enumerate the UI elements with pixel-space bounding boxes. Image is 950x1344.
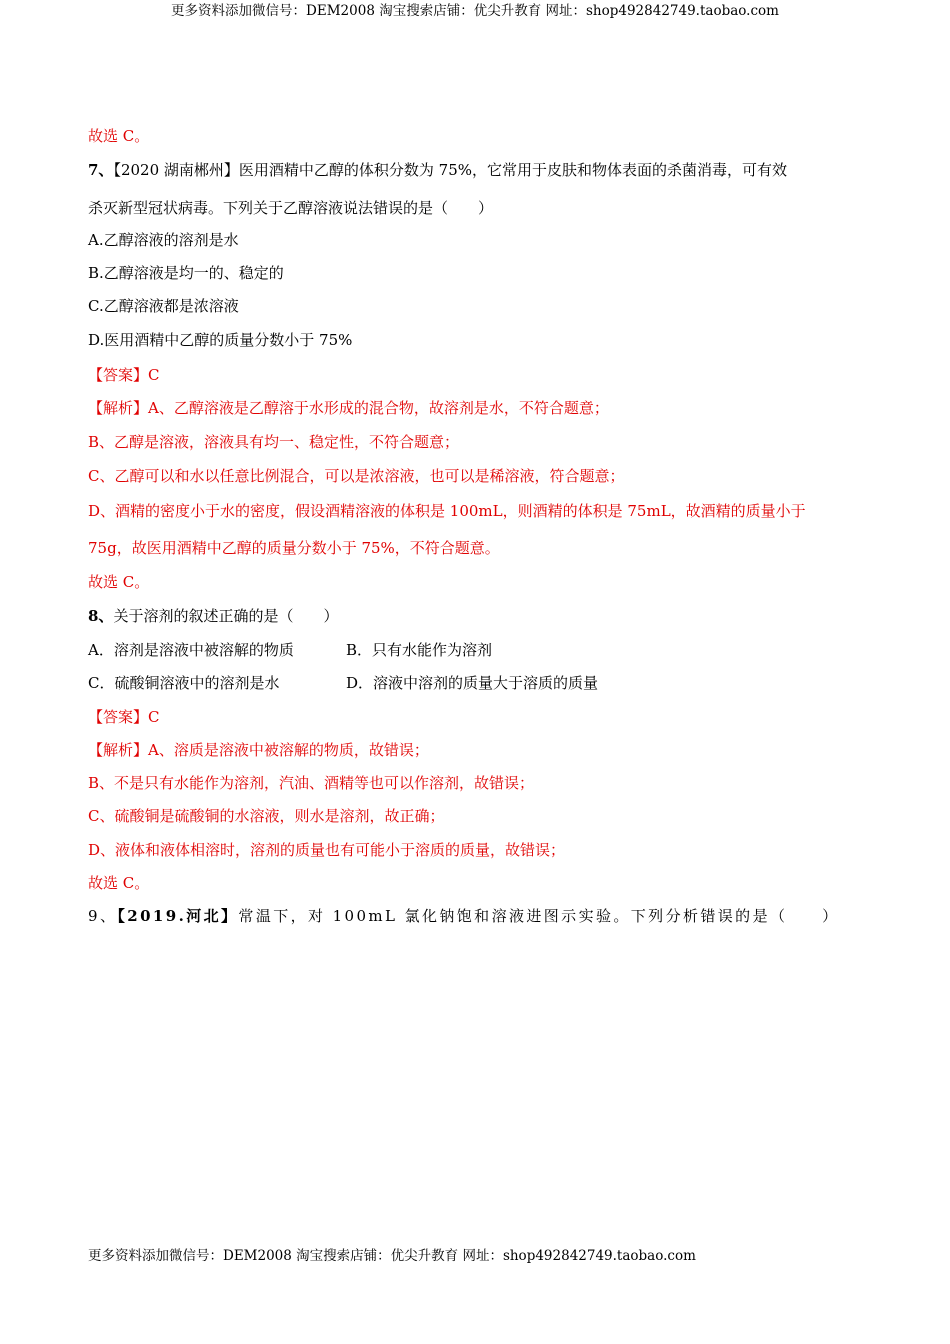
q9-number: 9、: [88, 907, 118, 925]
q7-analysis-b: B、乙醇是溶液，溶液具有均一、稳定性，不符合题意；: [88, 433, 460, 451]
q8-analysis-label: 【解析】: [88, 741, 149, 759]
page-header: 更多资料添加微信号：DEM2008 淘宝搜索店铺：优尖升教育 网址：shop492842749.taobao.com: [171, 3, 779, 19]
q7-analysis-text-a: A、乙醇溶液是乙醇溶于水形成的混合物，故溶剂是水，不符合题意；: [148, 399, 609, 417]
q8-analysis-d: D、液体和液体相溶时，溶剂的质量也有可能小于溶质的质量，故错误；: [88, 841, 566, 859]
q9-stem: [88, 906, 840, 926]
q8-stem-text: 关于溶剂的叙述正确的是（ ）: [113, 607, 339, 625]
q8-answer-label: 【答案】: [88, 708, 149, 726]
q8-stem: [88, 606, 338, 626]
q8-options-row1: [88, 640, 848, 660]
q8-answer: [88, 707, 160, 727]
q7-analysis-a: [88, 398, 609, 418]
q7-stem-line2: 杀灭新型冠状病毒。下列关于乙醇溶液说法错误的是（ ）: [88, 199, 494, 217]
q7-option-c: C.乙醇溶液都是浓溶液: [88, 297, 239, 315]
q8-analysis-b: B、不是只有水能作为溶剂，汽油、酒精等也可以作溶剂，故错误；: [88, 774, 535, 792]
q7-analysis-d1: D、酒精的密度小于水的密度，假设酒精溶液的体积是 100mL，则酒精的体积是 75mL，故酒精的质量小于: [88, 502, 806, 520]
q7-answer: [88, 365, 160, 385]
q9-source-tag: 【2019.河北】: [117, 907, 239, 925]
q7-option-b: B.乙醇溶液是均一的、稳定的: [88, 264, 284, 282]
q8-option-a: A．溶剂是溶液中被溶解的物质: [88, 641, 294, 659]
q7-option-a: A.乙醇溶液的溶剂是水: [88, 231, 239, 249]
q7-option-d: D.医用酒精中乙醇的质量分数小于 75%: [88, 331, 353, 349]
q7-answer-value: C: [148, 366, 160, 384]
q8-option-b: B．只有水能作为溶剂: [346, 641, 493, 659]
page-footer: 更多资料添加微信号：DEM2008 淘宝搜索店铺：优尖升教育 网址：shop492842749.taobao.com: [88, 1248, 696, 1264]
q7-stem-text: 医用酒精中乙醇的体积分数为 75%，它常用于皮肤和物体表面的杀菌消毒，可有效: [238, 161, 788, 179]
q7-conclusion: 故选 C。: [88, 573, 150, 591]
q7-number: 7、: [88, 161, 114, 179]
q8-option-d: D．溶液中溶剂的质量大于溶质的质量: [346, 674, 599, 692]
q8-analysis-c: C、硫酸铜是硫酸铜的水溶液，则水是溶剂，故正确；: [88, 807, 445, 825]
q7-stem-line1: [88, 160, 787, 180]
q8-number: 8、: [88, 607, 114, 625]
q8-options-row2: [88, 673, 848, 693]
q7-analysis-c: C、乙醇可以和水以任意比例混合，可以是浓溶液，也可以是稀溶液，符合题意；: [88, 467, 625, 485]
q9-stem-text: 常温下，对 100mL 氯化钠饱和溶液进图示实验。下列分析错误的是（ ）: [238, 907, 840, 925]
q8-answer-value: C: [148, 708, 160, 726]
q7-analysis-label: 【解析】: [88, 399, 149, 417]
q6-conclusion: 故选 C。: [88, 127, 150, 145]
q7-answer-label: 【答案】: [88, 366, 149, 384]
q8-analysis-text-a: A、溶质是溶液中被溶解的物质，故错误；: [148, 741, 429, 759]
q7-analysis-d2: 75g，故医用酒精中乙醇的质量分数小于 75%，不符合题意。: [88, 539, 500, 557]
q7-source-tag: 【2020 湖南郴州】: [113, 161, 239, 179]
q8-conclusion: 故选 C。: [88, 874, 150, 892]
q8-option-c: C．硫酸铜溶液中的溶剂是水: [88, 674, 280, 692]
q8-analysis-a: [88, 740, 429, 760]
